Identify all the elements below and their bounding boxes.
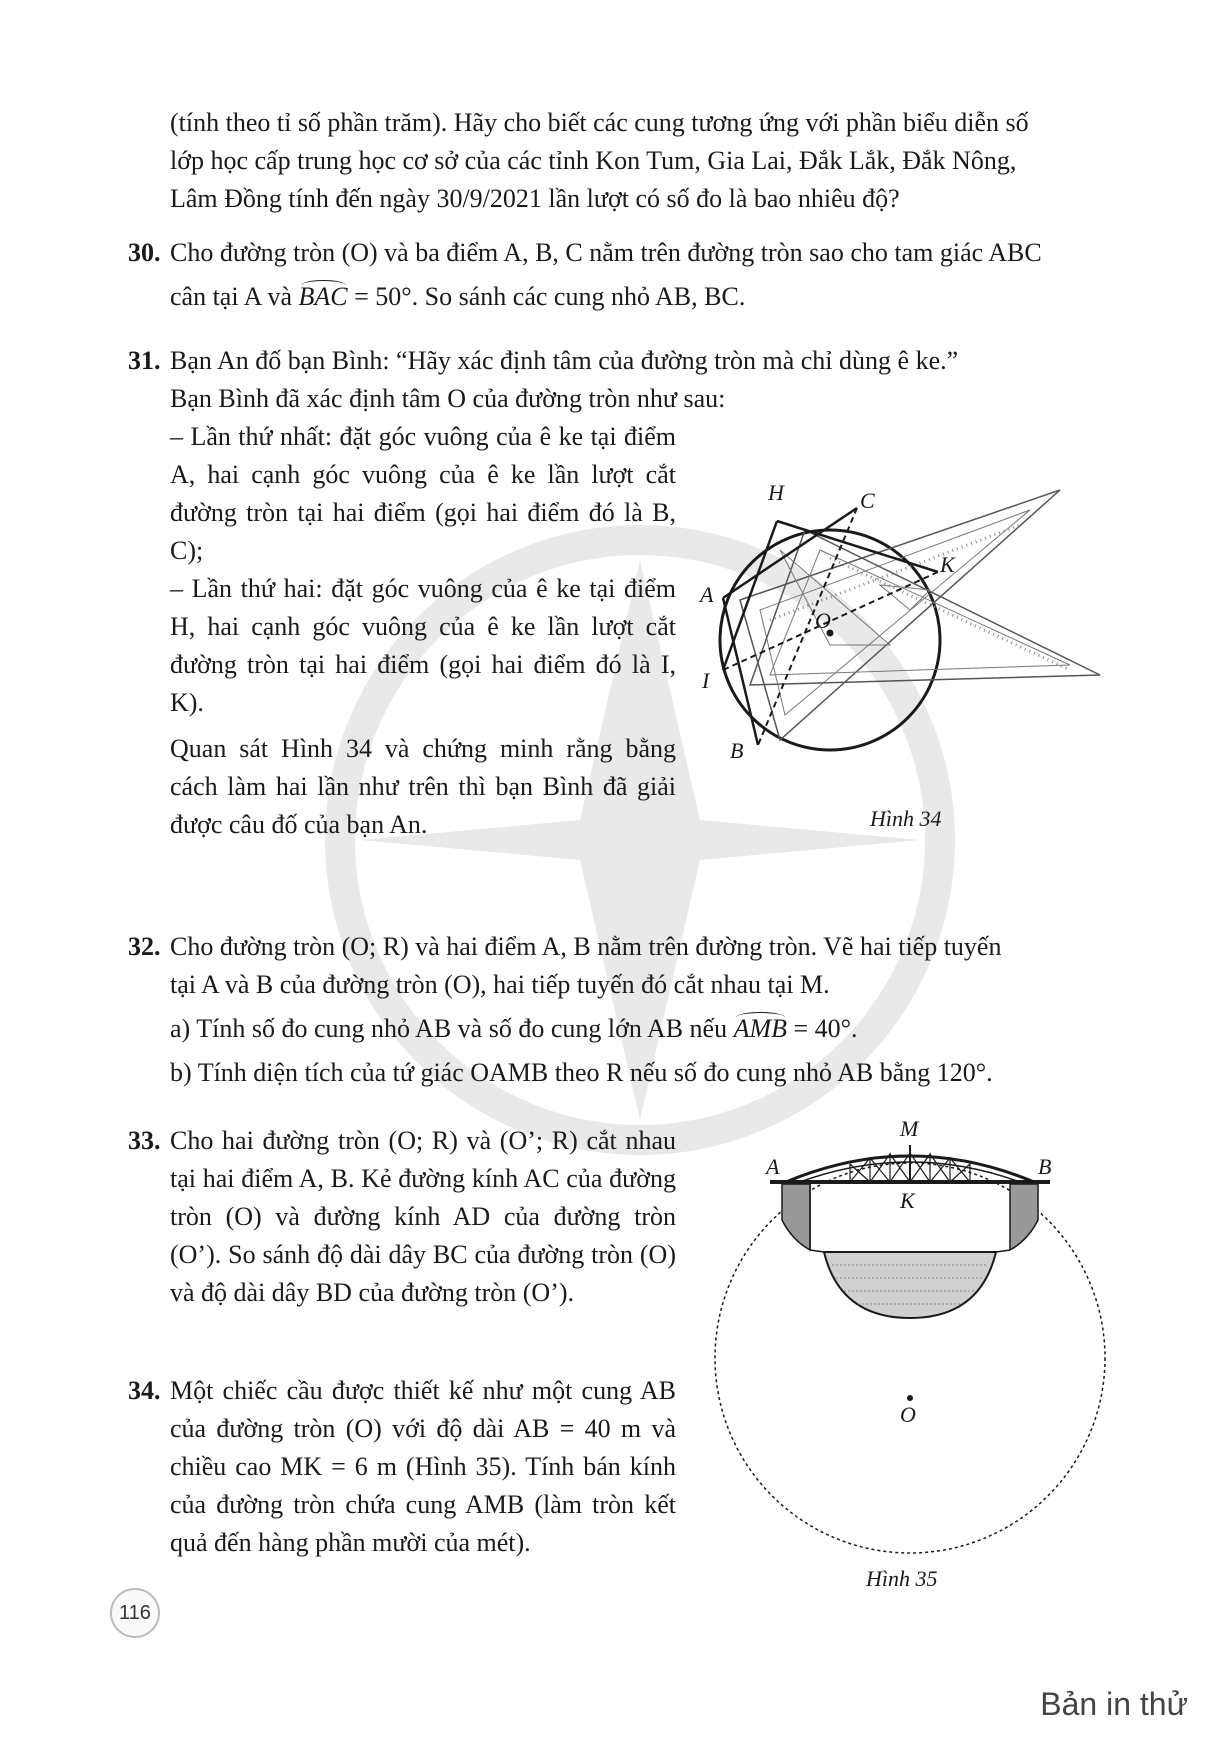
problem-text: Cho đường tròn (O) và ba điểm A, B, C nằm trên đường tròn sao cho tam giác ABC	[170, 238, 1042, 267]
angle-symbol: BAC	[299, 278, 348, 316]
label-a: A	[700, 582, 714, 607]
intro-line: lớp học cấp trung học cơ sở của các tỉnh Kon Tum, Gia Lai, Đắk Lắk, Đắk Nông,	[170, 146, 1017, 175]
problem-number: 30.	[128, 238, 161, 267]
problem-text: Cho hai đường tròn (O; R) và (O’; R) cắt nhau tại hai điểm A, B. Kẻ đường kính AC của đường tròn (O) và đường kính AD của đường tròn (O’). So sánh độ dài dây BC của đường tròn (O) và độ dài dây BD của đường tròn (O’).	[170, 1126, 676, 1307]
label-m: M	[900, 1120, 919, 1141]
label-b: B	[1038, 1154, 1052, 1179]
page-number-badge: 116	[110, 1588, 160, 1638]
problem-number: 34.	[128, 1376, 161, 1405]
problem-30	[128, 234, 1122, 316]
figure-34	[690, 470, 1120, 800]
problem-text: Cho đường tròn (O; R) và hai điểm A, B nằm trên đường tròn. Vẽ hai tiếp tuyến	[170, 932, 1002, 961]
problem-number: 31.	[128, 346, 161, 375]
problem-33	[128, 1122, 676, 1312]
intro-line: Lâm Đồng tính đến ngày 30/9/2021 lần lượt có số đo là bao nhiêu độ?	[170, 184, 900, 213]
step-text: – Lần thứ nhất: đặt góc vuông của ê ke tại điểm A, hai cạnh góc vuông của ê ke lần lượt cắt đường tròn tại hai điểm (gọi hai điểm đó là B, C);	[170, 422, 676, 565]
problem-31	[128, 342, 1122, 418]
intro-line: (tính theo tỉ số phần trăm). Hãy cho biết các cung tương ứng với phần biểu diễn số	[170, 108, 1029, 137]
label-i: I	[702, 668, 710, 693]
problem-number: 33.	[128, 1126, 161, 1155]
label-b: B	[730, 738, 744, 763]
label-c: C	[860, 488, 875, 513]
problem-text: cân tại A và BAC = 50°. So sánh các cung nhỏ AB, BC.	[170, 278, 1122, 316]
problem-part-b: b) Tính diện tích của tứ giác OAMB theo R nếu số đo cung nhỏ AB bằng 120°.	[170, 1058, 993, 1087]
figure-35	[700, 1120, 1120, 1560]
figure-34-caption: Hình 34	[870, 806, 942, 831]
step-text: – Lần thứ hai: đặt góc vuông của ê ke tại điểm H, hai cạnh góc vuông của ê ke lần lượt cắt đường tròn tại hai điểm (gọi hai điểm đó là I, K).	[170, 574, 676, 717]
label-a: A	[766, 1154, 780, 1179]
label-h: H	[768, 480, 784, 505]
label-o: O	[900, 1402, 916, 1427]
problem-32	[128, 928, 1122, 1092]
intro-paragraph	[170, 104, 1122, 218]
angle-symbol: AMB	[734, 1010, 787, 1048]
problem-text: Bạn An đố bạn Bình: “Hãy xác định tâm của đường tròn mà chỉ dùng ê ke.”	[170, 346, 959, 375]
proof-label: Bản in thử	[1040, 1686, 1188, 1722]
problem-number: 32.	[128, 932, 161, 961]
label-o: O	[815, 608, 831, 633]
label-k: K	[940, 552, 955, 577]
problem-34	[128, 1372, 676, 1562]
problem-text: Một chiếc cầu được thiết kế như một cung AB của đường tròn (O) với độ dài AB = 40 m và chiều cao MK = 6 m (Hình 35). Tính bán kính của đường tròn chứa cung AMB (làm tròn kết quả đến hàng phần mười của mét).	[170, 1376, 676, 1557]
problem-text: tại A và B của đường tròn (O), hai tiếp tuyến đó cắt nhau tại M.	[170, 970, 830, 999]
label-k: K	[900, 1188, 915, 1213]
problem-31-steps	[170, 418, 676, 844]
problem-text: Bạn Bình đã xác định tâm O của đường tròn như sau:	[170, 384, 726, 413]
task-text: Quan sát Hình 34 và chứng minh rằng bằng cách làm hai lần như trên thì bạn Bình đã giải được câu đố của bạn An.	[170, 734, 676, 839]
figure-35-caption: Hình 35	[866, 1566, 938, 1591]
problem-part-a: a) Tính số đo cung nhỏ AB và số đo cung lớn AB nếu AMB = 40°.	[170, 1010, 1122, 1048]
